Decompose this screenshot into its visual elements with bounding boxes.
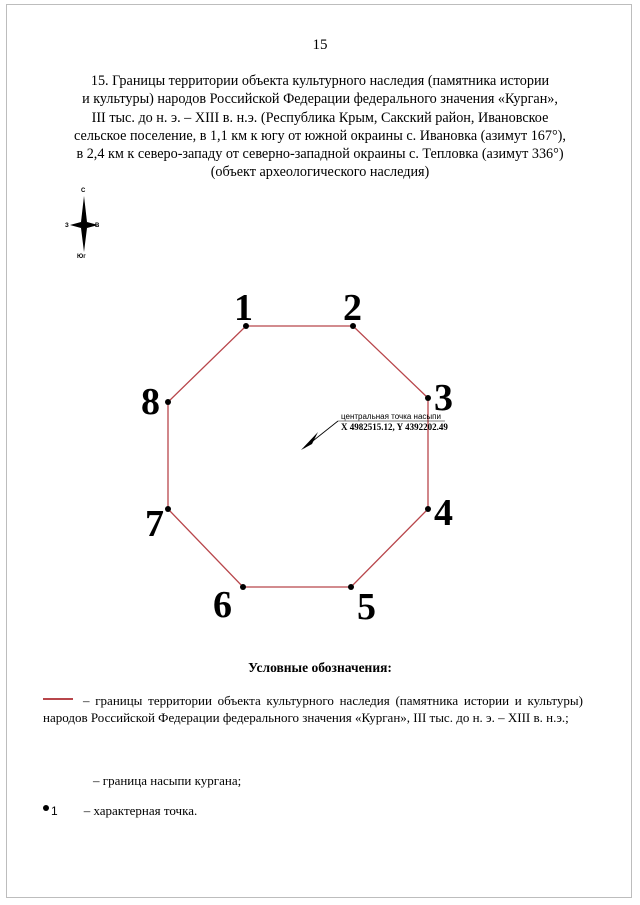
boundary-line-swatch [43, 698, 73, 700]
legend-mound-item: – граница насыпи кургана; [93, 773, 242, 788]
title-line: в 2,4 км к северо-западу от северно-западной окраины с. Тепловка (азимут 336°) [76, 146, 564, 163]
compass-south: Юг [77, 254, 86, 260]
point-label-2: 2 [343, 287, 362, 329]
page-number: 15 [312, 37, 328, 53]
point-label-8: 8 [141, 381, 160, 423]
legend-point-item [43, 803, 197, 819]
point-label-6: 6 [213, 584, 232, 626]
point-label-7: 7 [145, 503, 164, 545]
boundary-point [348, 584, 354, 590]
center-pointer-arrow-icon [301, 432, 318, 450]
boundary-point [240, 584, 246, 590]
center-point-label: центральная точка насыпи [341, 412, 441, 421]
point-dot-icon [43, 805, 49, 811]
compass-north: С [81, 188, 86, 194]
point-label-5: 5 [357, 586, 376, 628]
point-label-4: 4 [434, 492, 453, 534]
center-point-coords: X 4982515.12, Y 4392202.49 [341, 422, 448, 432]
compass-west: З [65, 223, 69, 229]
title-line: III тыс. до н. э. – XIII в. н.э. (Республика Крым, Сакский район, Ивановское [91, 109, 549, 126]
title-line: и культуры) народов Российской Федерации федерального значения «Курган», [82, 91, 558, 108]
compass-east: В [95, 223, 100, 229]
title-line: сельское поселение, в 1,1 км к югу от южной окраины с. Ивановка (азимут 167°), [74, 127, 566, 144]
legend-boundary-item [43, 692, 583, 726]
legend-title: Условные обозначения: [248, 660, 392, 675]
boundary-polygon [168, 326, 428, 587]
boundary-point [165, 506, 171, 512]
title-line: (объект археологического наследия) [210, 164, 430, 181]
boundary-point [425, 395, 431, 401]
boundary-point [165, 399, 171, 405]
legend-point-text: – характерная точка. [83, 803, 198, 818]
point-label-1: 1 [234, 287, 253, 329]
legend-boundary-text: – границы территории объекта культурного наследия (памятника истории и культуры) народов Российской Федерации федерального значения «Курган», III тыс. до н. э. – XIII в. н.э.; [43, 693, 583, 725]
title-line: 15. Границы территории объекта культурного наследия (памятника истории [90, 73, 550, 89]
point-label-3: 3 [434, 377, 453, 419]
boundary-point [425, 506, 431, 512]
legend-point-number: 1 [51, 804, 58, 818]
